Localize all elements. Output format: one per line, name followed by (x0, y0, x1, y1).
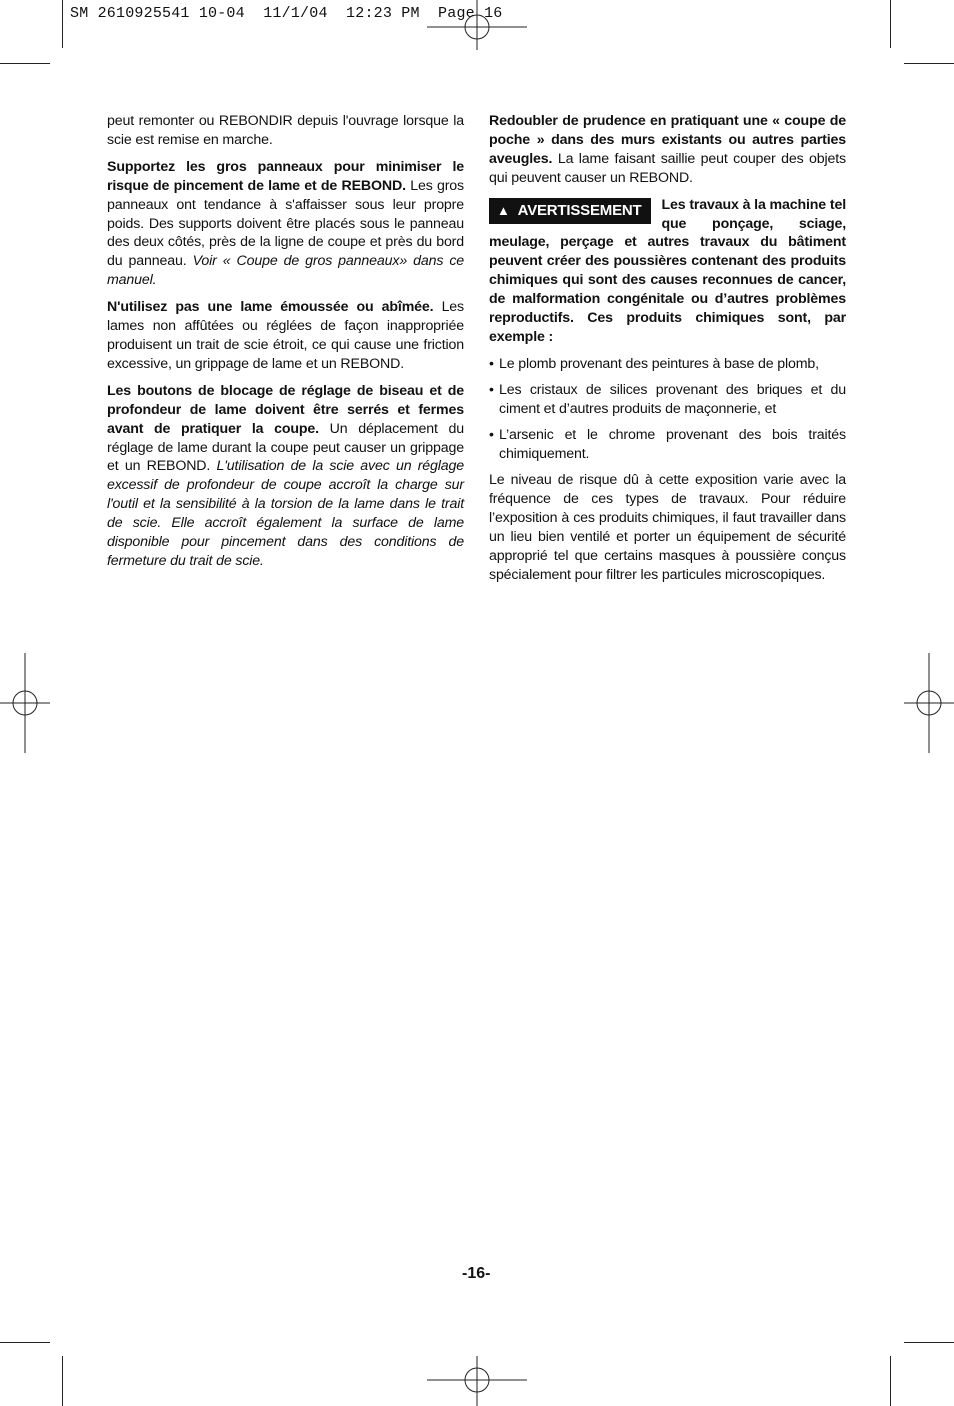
paragraph-risk-level: Le niveau de risque dû à cette exposition varie avec la fréquence de ces types de travaux. Pour réduire l’exposition à ces produits chimiques, il faut travailler dans un lieu bien ventilé et porter un équipement de sécurité approprié tel que certains masques à poussière conçus spécialement pour filtrer les particules microscopiques. (489, 472, 846, 583)
pocket-cut-heading: Redoubler de prudence en pratiquant une « coupe de poche » dans des murs existants ou autres parties aveugles. (489, 113, 846, 167)
locking-knobs-heading: Les boutons de blocage de réglage de biseau et de profondeur de lame doivent être serrés et fermes avant de pratiquer la coupe. (107, 382, 464, 437)
crop-mark-top-right-horizontal (904, 63, 954, 64)
crop-mark-top-left-horizontal (0, 63, 50, 64)
page-number: -16- (462, 1265, 491, 1282)
crop-mark-bottom-right-horizontal (904, 1342, 954, 1343)
registration-mark-bottom-icon (427, 1356, 527, 1406)
paragraph-locking-knobs: Les boutons de blocage de réglage de biseau et de profondeur de lame doivent être serrés et fermes avant de pratiquer la coupe. Un déplacement du réglage de lame durant la coupe peut causer un grippage et un REBOND. L'utilisation de la scie avec un réglage excessif de profondeur de coupe accroît la charge sur l'outil et la sensibilité à la torsion de la lame dans le trait de scie. Elle accroît également la surface de lame disponible pour pincement dans des conditions de fermeture du trait de scie. (107, 382, 465, 569)
printer-slug: SM 2610925541 10-04 11/1/04 12:23 PM Page 16 (70, 5, 503, 22)
support-panels-heading: Supportez les gros panneaux pour minimiser le risque de pincement de lame et de REBOND. (107, 158, 464, 194)
paragraph-pocket-cut: Redoubler de prudence en pratiquant une « coupe de poche » dans des murs existants ou autres parties aveugles. La lame faisant saillie peut couper des objets qui peuvent causer un REBOND. (489, 113, 846, 186)
warning-badge (489, 198, 651, 224)
crop-mark-bottom-right-vertical (890, 1356, 891, 1406)
excessive-depth-note: L'utilisation de la scie avec un réglage excessif de profondeur de coupe accroît la charge sur l'outil et la sensibilité à la torsion de la lame dans le trait de scie. Elle accroît également la surface de lame disponible pour pincement dans des conditions de fermeture du trait de scie. (107, 458, 465, 569)
list-item: • Le plomb provenant des peintures à base de plomb, (489, 355, 819, 372)
see-large-panels-reference: Voir « Coupe de gros panneaux» dans ce manuel. (107, 253, 465, 289)
paragraph-support-panels: Supportez les gros panneaux pour minimiser le risque de pincement de lame et de REBOND. Les gros panneaux ont tendance à s'affaisser sous leur propre poids. Des supports doivent être placés sous le panneau des deux côtés, près de la ligne de coupe et près du bord du panneau. Voir « Coupe de gros panneaux» dans ce manuel. (107, 158, 465, 289)
registration-mark-top-icon (427, 0, 527, 50)
list-item: • L’arsenic et le chrome provenant des bois traités chimiquement. (489, 426, 846, 462)
left-column (107, 112, 464, 579)
crop-mark-top-left-vertical (62, 0, 63, 48)
dull-blade-heading: N'utilisez pas une lame émoussée ou abîmée. (107, 299, 434, 316)
crop-mark-bottom-left-vertical (62, 1356, 63, 1406)
list-item: • Les cristaux de silices provenant des briques et du ciment et d’autres produits de maçonnerie, et (489, 381, 846, 417)
crop-mark-bottom-left-horizontal (0, 1342, 50, 1343)
warning-triangle-icon: ▲ (497, 202, 510, 218)
warning-block (489, 196, 846, 347)
chemical-list (489, 355, 846, 464)
paragraph-kickback-restart: peut remonter ou REBONDIR depuis l'ouvrage lorsque la scie est remise en marche. (107, 113, 464, 148)
paragraph-dull-blade: N'utilisez pas une lame émoussée ou abîmée. Les lames non affûtées ou réglées de façon inappropriée produisent un trait de scie étroit, ce qui cause une friction excessive, un grippage de lame et un REBOND. (107, 299, 464, 372)
registration-mark-left-icon (0, 653, 50, 753)
registration-mark-right-icon (904, 653, 954, 753)
right-column (489, 112, 846, 593)
warning-label: AVERTISSEMENT (517, 201, 642, 219)
crop-mark-top-right-vertical (890, 0, 891, 48)
warning-text: Les travaux à la machine tel que ponçage, sciage, meulage, perçage et autres travaux du bâtiment peuvent créer des poussières contenant des produits chimiques qui sont des causes reconnues de cancer, de malformation congénitale ou d’autres problèmes reproductifs. Ces produits chimiques sont, par exemple : (489, 196, 846, 345)
